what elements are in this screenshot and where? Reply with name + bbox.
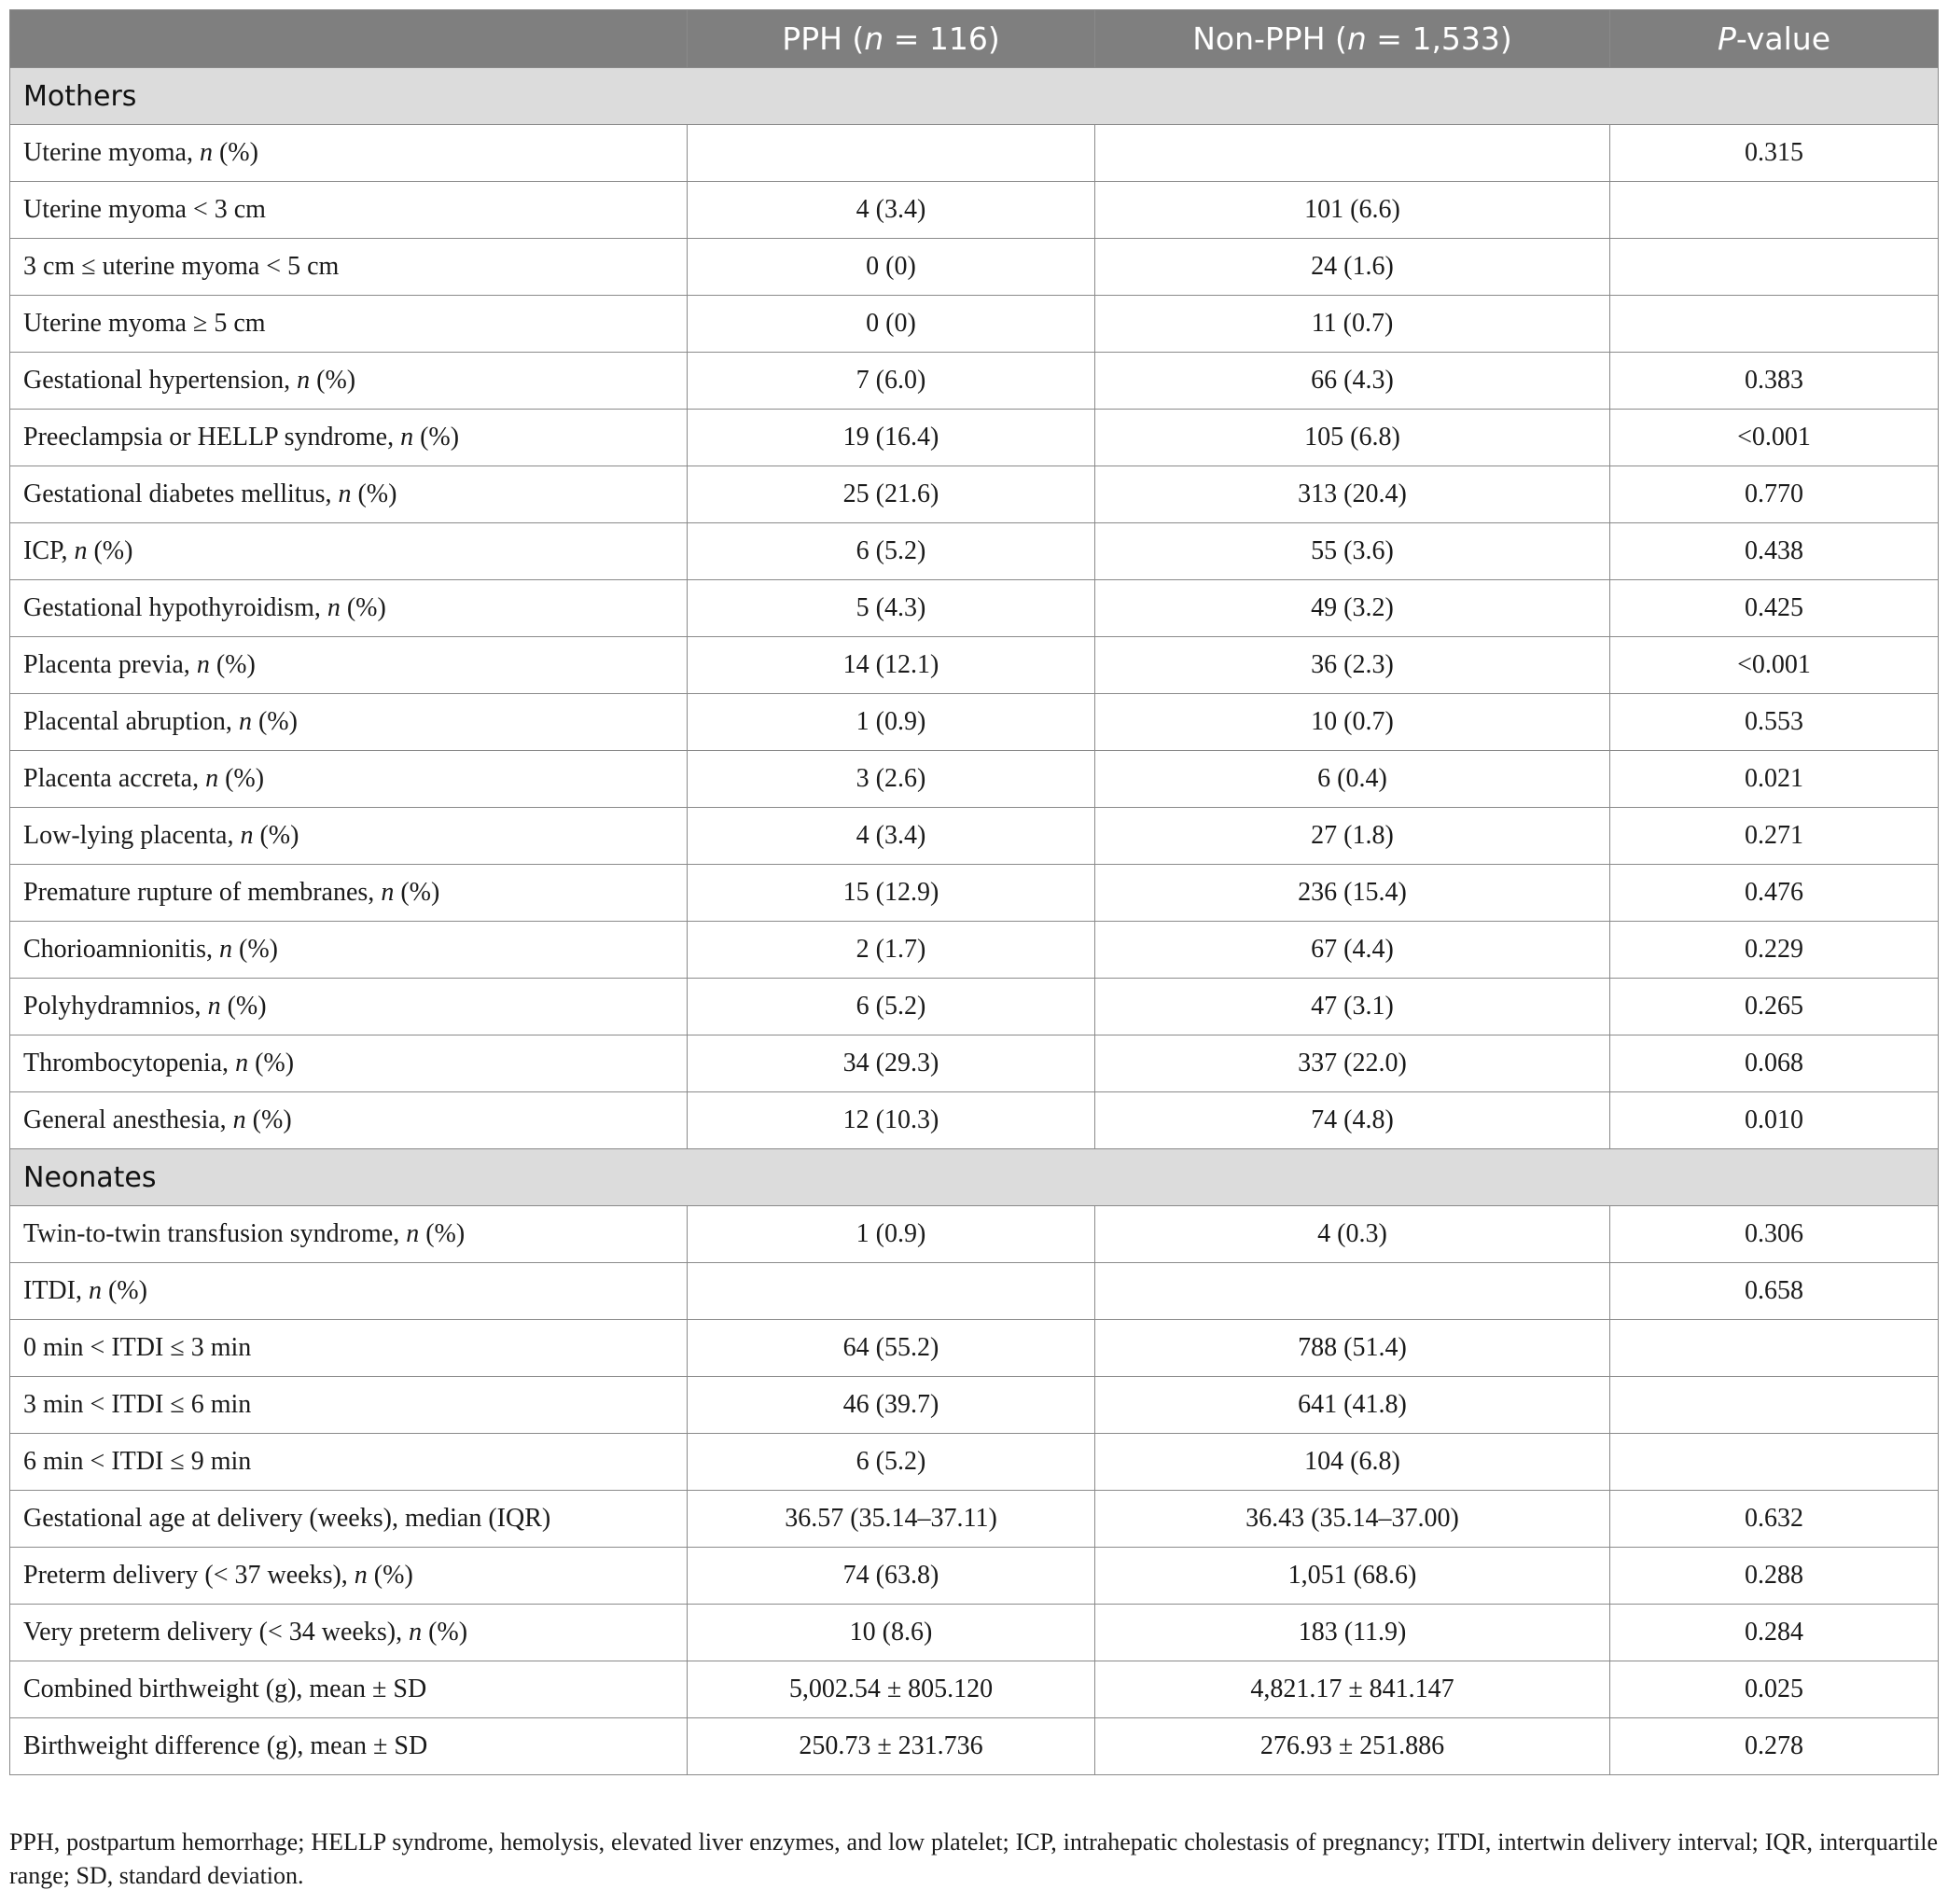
row-label <box>10 1548 688 1605</box>
row-label-suffix: (%) <box>209 650 256 679</box>
row-label-text: Combined birthweight (g), mean ± SD <box>23 1675 427 1703</box>
row-label-italic: n <box>207 992 221 1021</box>
table-body <box>10 68 1939 1775</box>
row-label-italic: n <box>297 366 311 395</box>
row-label <box>10 125 688 182</box>
cell-p-value <box>1610 1434 1939 1491</box>
cell-non-pph <box>1095 1263 1610 1320</box>
table-row <box>10 751 1939 808</box>
table-row <box>10 1718 1939 1775</box>
row-label <box>10 410 688 466</box>
table-row <box>10 1661 1939 1718</box>
header-p-value: P-value <box>1610 10 1939 68</box>
row-label <box>10 1491 688 1548</box>
table-row <box>10 1548 1939 1605</box>
row-label-suffix: (%) <box>367 1561 413 1590</box>
table-row <box>10 239 1939 296</box>
row-label-italic: n <box>240 821 254 850</box>
cell-pph: 4 (3.4) <box>688 808 1095 865</box>
row-label-suffix: (%) <box>310 366 356 395</box>
row-label <box>10 580 688 637</box>
cell-pph: 6 (5.2) <box>688 979 1095 1035</box>
row-label-text: Thrombocytopenia, <box>23 1049 236 1077</box>
cell-pph: 2 (1.7) <box>688 922 1095 979</box>
row-label-text: ITDI, <box>23 1276 89 1305</box>
row-label-text: General anesthesia, <box>23 1105 233 1134</box>
row-label-italic: n <box>88 1276 102 1305</box>
cell-non-pph: 4,821.17 ± 841.147 <box>1095 1661 1610 1718</box>
cell-pph: 3 (2.6) <box>688 751 1095 808</box>
row-label-text: 6 min < ITDI ≤ 9 min <box>23 1447 252 1476</box>
cell-p-value: 0.425 <box>1610 580 1939 637</box>
table-row <box>10 1491 1939 1548</box>
row-label <box>10 1206 688 1263</box>
cell-pph: 1 (0.9) <box>688 1206 1095 1263</box>
cell-p-value <box>1610 296 1939 353</box>
cell-p-value: 0.271 <box>1610 808 1939 865</box>
header-row <box>10 10 1939 68</box>
cell-pph: 36.57 (35.14–37.11) <box>688 1491 1095 1548</box>
cell-non-pph: 1,051 (68.6) <box>1095 1548 1610 1605</box>
section-title: Neonates <box>10 1149 1939 1206</box>
header-variable <box>10 10 688 68</box>
cell-p-value: 0.288 <box>1610 1548 1939 1605</box>
cell-pph: 74 (63.8) <box>688 1548 1095 1605</box>
row-label-text: Gestational hypothyroidism, <box>23 593 327 622</box>
row-label-text: 3 cm ≤ uterine myoma < 5 cm <box>23 252 340 281</box>
table-row <box>10 1035 1939 1092</box>
row-label-italic: n <box>381 878 395 907</box>
row-label-text: Birthweight difference (g), mean ± SD <box>23 1731 428 1760</box>
row-label-text: 3 min < ITDI ≤ 6 min <box>23 1390 252 1419</box>
cell-non-pph: 337 (22.0) <box>1095 1035 1610 1092</box>
table-row <box>10 296 1939 353</box>
cell-pph: 5 (4.3) <box>688 580 1095 637</box>
row-label <box>10 1377 688 1434</box>
row-label-text: Preeclampsia or HELLP syndrome, <box>23 423 401 452</box>
row-label <box>10 1263 688 1320</box>
row-label-text: Gestational diabetes mellitus, <box>23 479 339 508</box>
cell-pph: 1 (0.9) <box>688 694 1095 751</box>
cell-p-value: 0.265 <box>1610 979 1939 1035</box>
cell-p-value <box>1610 182 1939 239</box>
cell-non-pph: 104 (6.8) <box>1095 1434 1610 1491</box>
row-label-suffix: (%) <box>248 1049 295 1077</box>
cell-p-value: 0.010 <box>1610 1092 1939 1149</box>
cell-p-value: <0.001 <box>1610 637 1939 694</box>
table-row <box>10 466 1939 523</box>
section-title: Mothers <box>10 68 1939 125</box>
cell-non-pph: 36 (2.3) <box>1095 637 1610 694</box>
row-label-text: Low-lying placenta, <box>23 821 241 850</box>
cell-p-value: 0.021 <box>1610 751 1939 808</box>
row-label-suffix: (%) <box>419 1219 466 1248</box>
row-label-text: Polyhydramnios, <box>23 992 208 1021</box>
cell-non-pph: 24 (1.6) <box>1095 239 1610 296</box>
row-label <box>10 1718 688 1775</box>
cell-pph: 46 (39.7) <box>688 1377 1095 1434</box>
table-row <box>10 808 1939 865</box>
row-label-text: Twin-to-twin transfusion syndrome, <box>23 1219 407 1248</box>
cell-non-pph: 276.93 ± 251.886 <box>1095 1718 1610 1775</box>
row-label-suffix: (%) <box>413 423 460 452</box>
row-label-italic: n <box>205 764 219 793</box>
header-pph: PPH (n = 116) <box>688 10 1095 68</box>
cell-p-value: 0.658 <box>1610 1263 1939 1320</box>
cell-non-pph: 66 (4.3) <box>1095 353 1610 410</box>
cell-non-pph: 47 (3.1) <box>1095 979 1610 1035</box>
cell-non-pph: 313 (20.4) <box>1095 466 1610 523</box>
row-label <box>10 182 688 239</box>
cell-pph <box>688 1263 1095 1320</box>
cell-pph: 5,002.54 ± 805.120 <box>688 1661 1095 1718</box>
table-footnote: PPH, postpartum hemorrhage; HELLP syndrome, hemolysis, elevated liver enzymes, and low platelet; ICP, intrahepatic cholestasis of pregnancy; ITDI, intertwin delivery interval; IQR, interquartile range; SD, standard deviation. <box>9 1828 1938 1889</box>
row-label <box>10 808 688 865</box>
cell-non-pph: 11 (0.7) <box>1095 296 1610 353</box>
table-row <box>10 1434 1939 1491</box>
row-label <box>10 751 688 808</box>
row-label <box>10 865 688 922</box>
cell-non-pph: 10 (0.7) <box>1095 694 1610 751</box>
table-row <box>10 1092 1939 1149</box>
cell-non-pph: 67 (4.4) <box>1095 922 1610 979</box>
row-label-text: Uterine myoma, <box>23 138 200 167</box>
cell-p-value <box>1610 1320 1939 1377</box>
row-label-italic: n <box>338 479 352 508</box>
row-label-suffix: (%) <box>340 593 386 622</box>
row-label-suffix: (%) <box>422 1618 468 1647</box>
cell-pph: 10 (8.6) <box>688 1605 1095 1661</box>
table-row <box>10 865 1939 922</box>
cell-pph: 6 (5.2) <box>688 523 1095 580</box>
table-row <box>10 182 1939 239</box>
table-row <box>10 637 1939 694</box>
cell-non-pph: 788 (51.4) <box>1095 1320 1610 1377</box>
section-row <box>10 68 1939 125</box>
row-label <box>10 1605 688 1661</box>
row-label <box>10 694 688 751</box>
cell-non-pph: 6 (0.4) <box>1095 751 1610 808</box>
cell-p-value: 0.068 <box>1610 1035 1939 1092</box>
cell-pph: 25 (21.6) <box>688 466 1095 523</box>
row-label-text: Premature rupture of membranes, <box>23 878 382 907</box>
row-label <box>10 353 688 410</box>
cell-p-value: 0.632 <box>1610 1491 1939 1548</box>
row-label <box>10 239 688 296</box>
row-label <box>10 637 688 694</box>
row-label-suffix: (%) <box>218 764 265 793</box>
cell-non-pph: 55 (3.6) <box>1095 523 1610 580</box>
row-label-italic: n <box>238 707 252 736</box>
table-row <box>10 410 1939 466</box>
row-label-italic: n <box>232 1105 246 1134</box>
row-label <box>10 1320 688 1377</box>
row-label-suffix: (%) <box>351 479 397 508</box>
row-label <box>10 296 688 353</box>
cell-pph: 34 (29.3) <box>688 1035 1095 1092</box>
data-table <box>9 9 1939 1775</box>
row-label <box>10 523 688 580</box>
cell-non-pph: 183 (11.9) <box>1095 1605 1610 1661</box>
row-label-italic: n <box>409 1618 423 1647</box>
row-label-suffix: (%) <box>220 992 267 1021</box>
cell-p-value: 0.383 <box>1610 353 1939 410</box>
row-label-text: Gestational hypertension, <box>23 366 298 395</box>
row-label <box>10 466 688 523</box>
table-row <box>10 1206 1939 1263</box>
row-label-suffix: (%) <box>232 935 278 964</box>
cell-pph: 15 (12.9) <box>688 865 1095 922</box>
row-label-suffix: (%) <box>101 1276 147 1305</box>
cell-pph: 14 (12.1) <box>688 637 1095 694</box>
row-label-text: Uterine myoma < 3 cm <box>23 195 266 224</box>
table-row <box>10 1320 1939 1377</box>
row-label <box>10 979 688 1035</box>
cell-p-value: 0.770 <box>1610 466 1939 523</box>
cell-p-value: 0.315 <box>1610 125 1939 182</box>
row-label <box>10 1035 688 1092</box>
row-label-italic: n <box>327 593 341 622</box>
cell-pph <box>688 125 1095 182</box>
row-label-italic: n <box>199 138 213 167</box>
cell-p-value: 0.476 <box>1610 865 1939 922</box>
row-label-suffix: (%) <box>394 878 440 907</box>
table-row <box>10 979 1939 1035</box>
cell-p-value: 0.306 <box>1610 1206 1939 1263</box>
cell-pph: 4 (3.4) <box>688 182 1095 239</box>
row-label <box>10 1661 688 1718</box>
cell-non-pph: 236 (15.4) <box>1095 865 1610 922</box>
row-label-text: Placental abruption, <box>23 707 239 736</box>
table-row <box>10 1605 1939 1661</box>
table-row <box>10 125 1939 182</box>
cell-non-pph: 4 (0.3) <box>1095 1206 1610 1263</box>
row-label-italic: n <box>74 536 88 565</box>
table-row <box>10 922 1939 979</box>
cell-p-value: 0.553 <box>1610 694 1939 751</box>
cell-pph: 6 (5.2) <box>688 1434 1095 1491</box>
row-label-italic: n <box>196 650 210 679</box>
row-label-suffix: (%) <box>212 138 258 167</box>
table-row <box>10 580 1939 637</box>
cell-p-value: 0.025 <box>1610 1661 1939 1718</box>
cell-non-pph: 101 (6.6) <box>1095 182 1610 239</box>
row-label-text: Gestational age at delivery (weeks), median (IQR) <box>23 1504 551 1533</box>
row-label-text: ICP, <box>23 536 75 565</box>
section-row <box>10 1149 1939 1206</box>
row-label-italic: n <box>400 423 414 452</box>
cell-non-pph <box>1095 125 1610 182</box>
row-label <box>10 922 688 979</box>
cell-pph: 7 (6.0) <box>688 353 1095 410</box>
cell-p-value <box>1610 239 1939 296</box>
table-row <box>10 523 1939 580</box>
cell-p-value: 0.438 <box>1610 523 1939 580</box>
row-label <box>10 1434 688 1491</box>
row-label-text: Very preterm delivery (< 34 weeks), <box>23 1618 410 1647</box>
row-label-italic: n <box>406 1219 420 1248</box>
row-label-text: Chorioamnionitis, <box>23 935 219 964</box>
cell-non-pph: 36.43 (35.14–37.00) <box>1095 1491 1610 1548</box>
row-label-text: 0 min < ITDI ≤ 3 min <box>23 1333 252 1362</box>
row-label-text: Preterm delivery (< 37 weeks), <box>23 1561 355 1590</box>
table-row <box>10 694 1939 751</box>
cell-p-value: 0.278 <box>1610 1718 1939 1775</box>
row-label <box>10 1092 688 1149</box>
row-label-suffix: (%) <box>245 1105 292 1134</box>
cell-pph: 12 (10.3) <box>688 1092 1095 1149</box>
cell-non-pph: 105 (6.8) <box>1095 410 1610 466</box>
table-row <box>10 1377 1939 1434</box>
row-label-italic: n <box>235 1049 249 1077</box>
cell-pph: 250.73 ± 231.736 <box>688 1718 1095 1775</box>
table-container <box>9 9 1938 1775</box>
cell-pph: 64 (55.2) <box>688 1320 1095 1377</box>
header-non-pph: Non-PPH (n = 1,533) <box>1095 10 1610 68</box>
row-label-italic: n <box>354 1561 368 1590</box>
row-label-text: Uterine myoma ≥ 5 cm <box>23 309 266 338</box>
cell-non-pph: 49 (3.2) <box>1095 580 1610 637</box>
cell-p-value: 0.284 <box>1610 1605 1939 1661</box>
cell-p-value: 0.229 <box>1610 922 1939 979</box>
cell-p-value <box>1610 1377 1939 1434</box>
table-row <box>10 353 1939 410</box>
row-label-suffix: (%) <box>251 707 298 736</box>
cell-p-value: <0.001 <box>1610 410 1939 466</box>
cell-non-pph: 27 (1.8) <box>1095 808 1610 865</box>
row-label-suffix: (%) <box>253 821 299 850</box>
row-label-suffix: (%) <box>87 536 133 565</box>
row-label-italic: n <box>219 935 232 964</box>
row-label-text: Placenta previa, <box>23 650 197 679</box>
row-label-text: Placenta accreta, <box>23 764 206 793</box>
cell-non-pph: 641 (41.8) <box>1095 1377 1610 1434</box>
cell-non-pph: 74 (4.8) <box>1095 1092 1610 1149</box>
table-row <box>10 1263 1939 1320</box>
cell-pph: 19 (16.4) <box>688 410 1095 466</box>
cell-pph: 0 (0) <box>688 296 1095 353</box>
cell-pph: 0 (0) <box>688 239 1095 296</box>
